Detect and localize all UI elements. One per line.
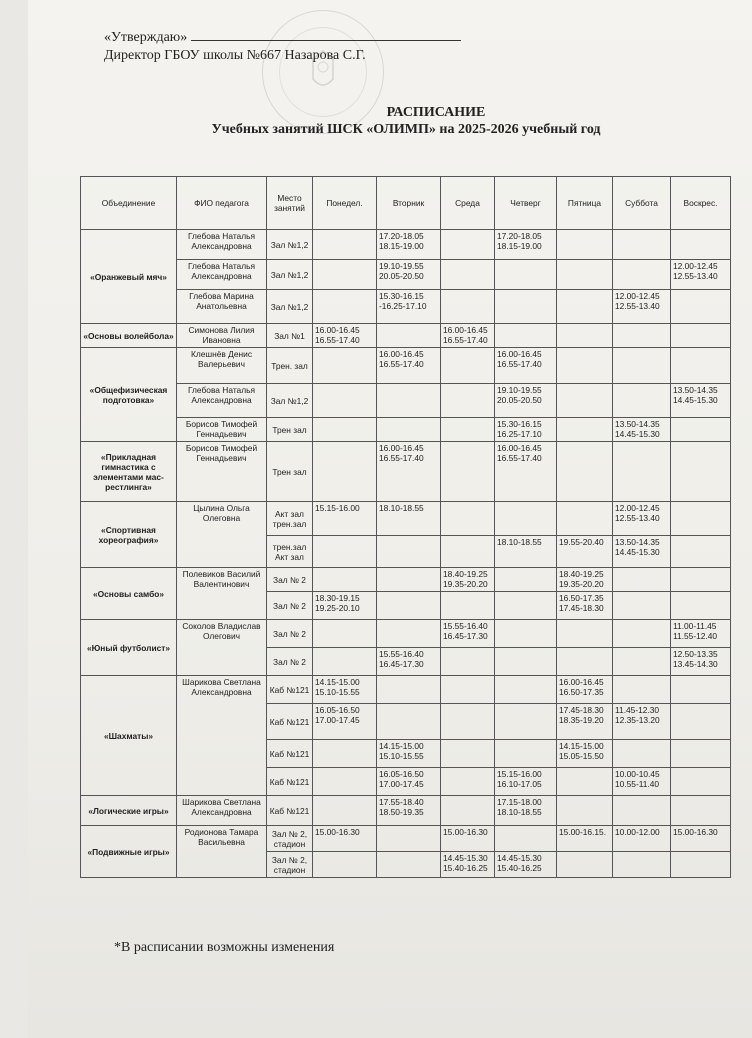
table-row [81, 290, 731, 324]
time-cell-tue: 16.05-16.50 17.00-17.45 [377, 768, 441, 796]
time-cell-sun: 11.00-11.45 11.55-12.40 [671, 620, 731, 648]
time-cell-sat [613, 620, 671, 648]
time-cell-thu: 15.15-16.00 16.10-17.05 [495, 768, 557, 796]
time-cell-wed [441, 676, 495, 704]
time-cell-sun [671, 768, 731, 796]
room-cell: трен.зал Акт зал [267, 536, 313, 568]
time-cell-sun [671, 568, 731, 592]
signature-line [191, 28, 461, 41]
room-cell: Трен. зал [267, 348, 313, 384]
group-cell: «Логические игры» [81, 796, 177, 826]
room-cell: Каб №121 [267, 796, 313, 826]
time-cell-thu: 15.30-16.15 16.25-17.10 [495, 418, 557, 442]
time-cell-tue: 15.30-16.15 -16.25-17.10 [377, 290, 441, 324]
group-cell: «Основы волейбола» [81, 324, 177, 348]
time-cell-sun [671, 592, 731, 620]
time-cell-wed: 16.00-16.45 16.55-17.40 [441, 324, 495, 348]
time-cell-fri [557, 384, 613, 418]
col-header: Суббота [613, 177, 671, 230]
director-line: Директор ГБОУ школы №667 Назарова С.Г. [104, 48, 366, 63]
time-cell-thu: 19.10-19.55 20.05-20.50 [495, 384, 557, 418]
time-cell-sun [671, 852, 731, 878]
teacher-cell: Цылина Ольга Олеговна [177, 502, 267, 568]
room-cell: Зал № 2 [267, 592, 313, 620]
time-cell-thu [495, 260, 557, 290]
time-cell-wed: 18.40-19.25 19.35-20.20 [441, 568, 495, 592]
room-cell: Зал № 2 [267, 648, 313, 676]
time-cell-sat [613, 384, 671, 418]
time-cell-mon [313, 796, 377, 826]
time-cell-sun [671, 442, 731, 502]
col-header: Четверг [495, 177, 557, 230]
time-cell-mon: 16.05-16.50 17.00-17.45 [313, 704, 377, 740]
col-header: ФИО педагога [177, 177, 267, 230]
room-cell: Каб №121 [267, 768, 313, 796]
teacher-cell: Соколов Владислав Олегович [177, 620, 267, 676]
time-cell-tue [377, 592, 441, 620]
table-row [81, 568, 731, 592]
time-cell-mon: 18.30-19.15 19.25-20.10 [313, 592, 377, 620]
time-cell-mon [313, 260, 377, 290]
time-cell-tue [377, 324, 441, 348]
time-cell-thu [495, 290, 557, 324]
table-row [81, 826, 731, 852]
time-cell-sat [613, 230, 671, 260]
time-cell-fri [557, 796, 613, 826]
table-row [81, 384, 731, 418]
time-cell-mon [313, 768, 377, 796]
time-cell-sat [613, 796, 671, 826]
time-cell-tue [377, 384, 441, 418]
time-cell-fri [557, 230, 613, 260]
time-cell-sun [671, 740, 731, 768]
time-cell-sat [613, 740, 671, 768]
teacher-cell: Борисов Тимофей Геннадьевич [177, 418, 267, 442]
room-cell: Зал №1,2 [267, 384, 313, 418]
table-row [81, 324, 731, 348]
table-row [81, 620, 731, 648]
time-cell-sat: 13.50-14.35 14.45-15.30 [613, 536, 671, 568]
group-cell: «Оранжевый мяч» [81, 230, 177, 324]
time-cell-sat [613, 592, 671, 620]
time-cell-sat: 10.00-12.00 [613, 826, 671, 852]
time-cell-tue: 16.00-16.45 16.55-17.40 [377, 442, 441, 502]
time-cell-thu: 17.20-18.05 18.15-19.00 [495, 230, 557, 260]
col-header: Воскрес. [671, 177, 731, 230]
table-row [81, 348, 731, 384]
time-cell-tue [377, 536, 441, 568]
time-cell-wed [441, 536, 495, 568]
time-cell-sun: 13.50-14.35 14.45-15.30 [671, 384, 731, 418]
table-row [81, 442, 731, 502]
time-cell-wed [441, 768, 495, 796]
col-header: Место занятий [267, 177, 313, 230]
time-cell-wed [441, 230, 495, 260]
time-cell-fri [557, 502, 613, 536]
group-cell: «Юный футболист» [81, 620, 177, 676]
time-cell-wed [441, 648, 495, 676]
time-cell-mon: 15.15-16.00 [313, 502, 377, 536]
teacher-cell: Шарикова Светлана Александровна [177, 676, 267, 796]
schedule-table [80, 176, 731, 878]
time-cell-fri [557, 260, 613, 290]
time-cell-thu [495, 704, 557, 740]
time-cell-fri [557, 418, 613, 442]
time-cell-tue: 17.55-18.40 18.50-19.35 [377, 796, 441, 826]
title-subtitle: Учебных занятий ШСК «ОЛИМП» на 2025-2026 учебный год [211, 122, 601, 137]
time-cell-sat [613, 324, 671, 348]
time-cell-mon [313, 418, 377, 442]
schedule-body [81, 230, 731, 878]
time-cell-fri [557, 852, 613, 878]
col-header: Пятница [557, 177, 613, 230]
time-cell-mon: 16.00-16.45 16.55-17.40 [313, 324, 377, 348]
time-cell-thu: 16.00-16.45 16.55-17.40 [495, 348, 557, 384]
table-row [81, 676, 731, 704]
time-cell-sun [671, 230, 731, 260]
time-cell-wed [441, 418, 495, 442]
time-cell-sat: 12.00-12.45 12.55-13.40 [613, 502, 671, 536]
time-cell-fri [557, 620, 613, 648]
room-cell: Каб №121 [267, 740, 313, 768]
time-cell-fri [557, 290, 613, 324]
time-cell-thu [495, 592, 557, 620]
time-cell-tue: 16.00-16.45 16.55-17.40 [377, 348, 441, 384]
time-cell-tue [377, 826, 441, 852]
time-cell-thu: 14.45-15.30 15.40-16.25 [495, 852, 557, 878]
teacher-cell: Полевиков Василий Валентинович [177, 568, 267, 620]
time-cell-tue: 19.10-19.55 20.05-20.50 [377, 260, 441, 290]
time-cell-fri [557, 768, 613, 796]
footnote: *В расписании возможны изменения [114, 940, 335, 955]
time-cell-fri: 16.00-16.45 16.50-17.35 [557, 676, 613, 704]
teacher-cell: Глебова Наталья Александровна [177, 260, 267, 290]
teacher-cell: Глебова Наталья Александровна [177, 384, 267, 418]
approve-label: «Утверждаю» [104, 30, 188, 45]
table-header-row [81, 177, 731, 230]
room-cell: Зал №1,2 [267, 290, 313, 324]
table-row [81, 230, 731, 260]
time-cell-fri: 17.45-18.30 18.35-19.20 [557, 704, 613, 740]
time-cell-sat [613, 676, 671, 704]
teacher-cell: Шарикова Светлана Александровна [177, 796, 267, 826]
time-cell-thu [495, 568, 557, 592]
room-cell: Зал № 2 [267, 620, 313, 648]
time-cell-tue [377, 676, 441, 704]
time-cell-mon [313, 230, 377, 260]
time-cell-sun [671, 324, 731, 348]
time-cell-sat [613, 442, 671, 502]
time-cell-thu [495, 324, 557, 348]
time-cell-sun: 12.50-13.35 13.45-14.30 [671, 648, 731, 676]
time-cell-mon [313, 348, 377, 384]
col-header: Понедел. [313, 177, 377, 230]
time-cell-mon [313, 648, 377, 676]
teacher-cell: Борисов Тимофей Геннадьевич [177, 442, 267, 502]
time-cell-sat [613, 568, 671, 592]
time-cell-wed [441, 260, 495, 290]
time-cell-sun [671, 704, 731, 740]
time-cell-sun [671, 796, 731, 826]
teacher-cell: Глебова Наталья Александровна [177, 230, 267, 260]
time-cell-mon [313, 442, 377, 502]
time-cell-fri: 19.55-20.40 [557, 536, 613, 568]
room-cell: Акт зал трен.зал [267, 502, 313, 536]
room-cell: Трен зал [267, 442, 313, 502]
time-cell-tue [377, 620, 441, 648]
time-cell-mon [313, 740, 377, 768]
time-cell-sun [671, 536, 731, 568]
time-cell-fri: 15.00-16.15. [557, 826, 613, 852]
time-cell-thu: 17.15-18.00 18.10-18.55 [495, 796, 557, 826]
time-cell-tue: 18.10-18.55 [377, 502, 441, 536]
time-cell-wed: 15.00-16.30 [441, 826, 495, 852]
table-row [81, 418, 731, 442]
time-cell-fri [557, 324, 613, 348]
time-cell-thu [495, 826, 557, 852]
time-cell-sat [613, 260, 671, 290]
time-cell-sat [613, 648, 671, 676]
time-cell-tue [377, 852, 441, 878]
time-cell-tue [377, 704, 441, 740]
time-cell-sun [671, 348, 731, 384]
table-row [81, 796, 731, 826]
time-cell-tue: 17.20-18.05 18.15-19.00 [377, 230, 441, 260]
room-cell: Зал № 2 [267, 568, 313, 592]
time-cell-sat [613, 348, 671, 384]
time-cell-wed [441, 348, 495, 384]
time-cell-wed: 14.45-15.30 15.40-16.25 [441, 852, 495, 878]
teacher-cell: Симонова Лилия Ивановна [177, 324, 267, 348]
room-cell: Зал №1 [267, 324, 313, 348]
time-cell-sun [671, 418, 731, 442]
time-cell-sat: 12.00-12.45 12.55-13.40 [613, 290, 671, 324]
time-cell-sat [613, 852, 671, 878]
room-cell: Зал №1,2 [267, 260, 313, 290]
time-cell-sat: 10.00-10.45 10.55-11.40 [613, 768, 671, 796]
time-cell-thu: 16.00-16.45 16.55-17.40 [495, 442, 557, 502]
time-cell-mon [313, 290, 377, 324]
time-cell-sun [671, 676, 731, 704]
time-cell-fri: 18.40-19.25 19.35-20.20 [557, 568, 613, 592]
title-main: РАСПИСАНИЕ [386, 105, 486, 120]
group-cell: «Общефизическая подготовка» [81, 348, 177, 442]
time-cell-tue [377, 418, 441, 442]
time-cell-mon [313, 852, 377, 878]
time-cell-wed [441, 740, 495, 768]
time-cell-mon [313, 620, 377, 648]
group-cell: «Подвижные игры» [81, 826, 177, 878]
time-cell-thu [495, 740, 557, 768]
room-cell: Трен зал [267, 418, 313, 442]
room-cell: Зал № 2, стадион [267, 826, 313, 852]
time-cell-mon: 14.15-15.00 15.10-15.55 [313, 676, 377, 704]
time-cell-wed [441, 704, 495, 740]
time-cell-mon [313, 384, 377, 418]
time-cell-thu [495, 502, 557, 536]
document-title [0, 104, 752, 138]
time-cell-thu: 18.10-18.55 [495, 536, 557, 568]
room-cell: Зал № 2, стадион [267, 852, 313, 878]
time-cell-mon [313, 568, 377, 592]
time-cell-sun [671, 502, 731, 536]
group-cell: «Основы самбо» [81, 568, 177, 620]
time-cell-wed [441, 592, 495, 620]
time-cell-tue: 14.15-15.00 15.10-15.55 [377, 740, 441, 768]
teacher-cell: Глебова Марина Анатольевна [177, 290, 267, 324]
time-cell-fri [557, 442, 613, 502]
time-cell-fri: 14.15-15.00 15.05-15.50 [557, 740, 613, 768]
table-row [81, 260, 731, 290]
time-cell-mon: 15.00-16.30 [313, 826, 377, 852]
teacher-cell: Родионова Тамара Васильевна [177, 826, 267, 878]
col-header: Среда [441, 177, 495, 230]
time-cell-thu [495, 676, 557, 704]
time-cell-wed [441, 796, 495, 826]
col-header: Объединение [81, 177, 177, 230]
time-cell-fri [557, 648, 613, 676]
time-cell-mon [313, 536, 377, 568]
time-cell-tue: 15.55-16.40 16.45-17.30 [377, 648, 441, 676]
time-cell-wed [441, 502, 495, 536]
time-cell-fri: 16.50-17.35 17.45-18.30 [557, 592, 613, 620]
room-cell: Каб №121 [267, 704, 313, 740]
time-cell-wed: 15.55-16.40 16.45-17.30 [441, 620, 495, 648]
group-cell: «Прикладная гимнастика с элементами мас-рестлинга» [81, 442, 177, 502]
time-cell-sat: 13.50-14.35 14.45-15.30 [613, 418, 671, 442]
time-cell-sat: 11.45-12.30 12.35-13.20 [613, 704, 671, 740]
time-cell-thu [495, 620, 557, 648]
time-cell-thu [495, 648, 557, 676]
room-cell: Зал №1,2 [267, 230, 313, 260]
group-cell: «Спортивная хореография» [81, 502, 177, 568]
time-cell-wed [441, 290, 495, 324]
time-cell-tue [377, 568, 441, 592]
time-cell-sun [671, 290, 731, 324]
time-cell-fri [557, 348, 613, 384]
time-cell-sun: 15.00-16.30 [671, 826, 731, 852]
time-cell-wed [441, 442, 495, 502]
col-header: Вторник [377, 177, 441, 230]
room-cell: Каб №121 [267, 676, 313, 704]
approval-block [104, 28, 461, 65]
time-cell-sun: 12.00-12.45 12.55-13.40 [671, 260, 731, 290]
group-cell: «Шахматы» [81, 676, 177, 796]
teacher-cell: Клешнёв Денис Валерьевич [177, 348, 267, 384]
table-row [81, 502, 731, 536]
time-cell-wed [441, 384, 495, 418]
